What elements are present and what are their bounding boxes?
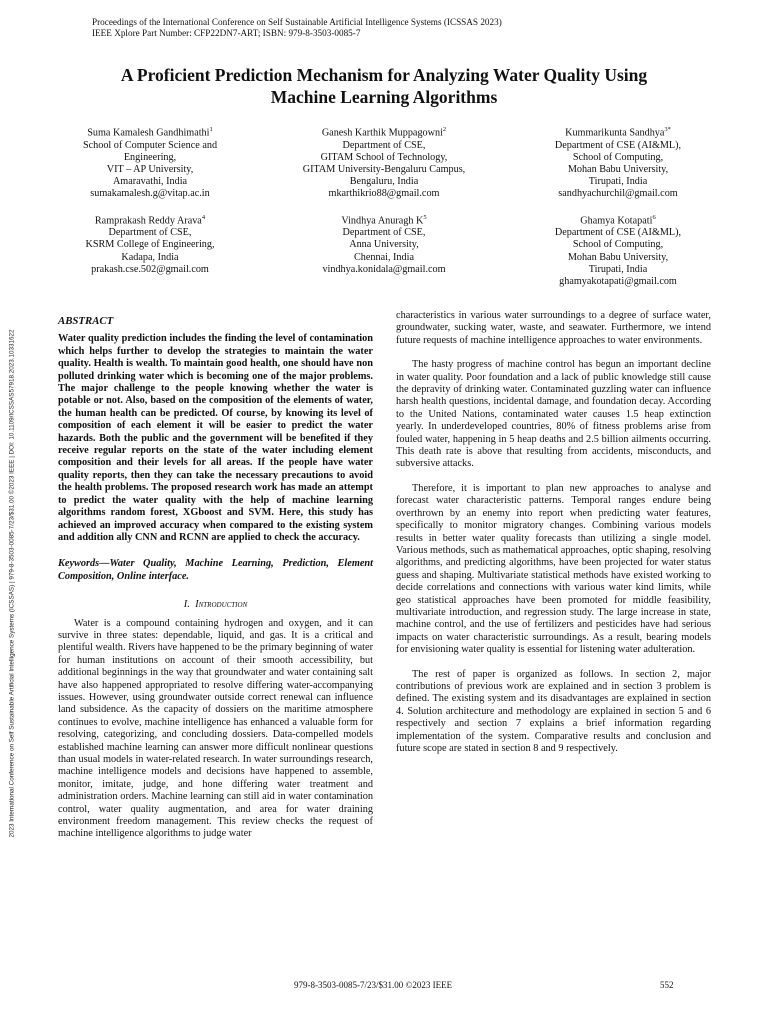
author-sup: 4 — [201, 213, 206, 221]
body-paragraph: Therefore, it is important to plan new approaches to analyse and forecast water characteristic patterns. Temporal ranges endure being overthrown by an enemy into report when predicting water features, specifically to monitor migratory changes. Combining various models results in better water quality forecasts than utilizing a single model. Various methods, such as mathematical approaches, optic shaping, resolving algorithms, and predicting algorithms, have been projected for water status guess and shaping. Multivariate statistical methods have existed working to decide correlations and connections with various water kind limits, while geo statistical approaches have been promoted for middle feasibility, multivariate introduction, and regression study. The large increase in state, machine control, and the use of fertilizers and pesticides have had serious impacts on water characteristic surroundings. As a result, bearing models for envisioning water quality is essential for listening water adulteration. — [396, 482, 711, 656]
author-3 — [508, 124, 728, 201]
author-sup: 1 — [209, 126, 213, 133]
left-column — [58, 310, 373, 841]
author-affiliation: Department of CSE (AI&ML), — [554, 139, 682, 151]
author-5 — [274, 212, 494, 289]
section-heading-introduction — [58, 599, 373, 611]
author-email: sumakamalesh.g@vitap.ac.in — [90, 188, 210, 200]
page-number: 552 — [660, 980, 674, 990]
author-affiliation: Department of CSE, — [342, 139, 426, 151]
author-sup: 3* — [664, 126, 671, 133]
author-affiliation: Department of CSE, — [108, 227, 192, 239]
keywords: Keywords—Water Quality, Machine Learning, Prediction, Element Composition, Online interface. — [58, 558, 373, 582]
author-affiliation: Engineering, — [123, 151, 177, 163]
author-email: sandhyachurchil@gmail.com — [558, 188, 678, 200]
title-line-1: A Proficient Prediction Mechanism for Analyzing Water Quality Using — [120, 65, 648, 85]
body-paragraph: The rest of paper is organized as follows. In section 2, major contributions of previous work are explained and in section 3 problem is defined. The existing system and its disadvantages are explained in section 4. Solution architecture and methodology are explained in section 5 and 6 respectively and section 7 explains a brief information regarding implementation of the system. Comparative results and conclusion and future scope are stated in section 8 and 9 respectively. — [396, 668, 711, 754]
author-affiliation: Bengaluru, India — [349, 176, 419, 188]
author-affiliation: VIT – AP University, — [106, 164, 194, 175]
author-email: prakash.cse.502@gmail.com — [91, 263, 209, 275]
author-affiliation: Department of CSE (AI&ML), — [554, 227, 682, 239]
author-email: mkarthikrio88@gmail.com — [328, 188, 440, 200]
author-name: Suma Kamalesh Gandhimathi — [87, 127, 210, 139]
author-name: Ramprakash Reddy Arava — [94, 215, 202, 226]
author-affiliation: Tirupati, India — [588, 263, 648, 275]
author-row-2 — [40, 212, 728, 289]
section-number: I. — [183, 599, 190, 611]
author-row-1 — [40, 124, 728, 201]
doi-text: 2023 International Conference on Self Sustainable Artificial Intelligence Systems (ICSSAS) | 979-8-3503-0085-7/23/$31.00 ©2023 IEEE | DOI: 10.1109/ICSSAS57918.2023.10331622 — [8, 329, 16, 838]
author-affiliation: GITAM University-Bengaluru Campus, — [302, 164, 466, 175]
proceedings-line-2: IEEE Xplore Part Number: CFP22DN7-ART; ISBN: 979-8-3503-0085-7 — [92, 28, 361, 38]
body-paragraph: characteristics in various water surroundings to a degree of surface water, groundwater, sucking water, waste, and seawater. Furthermore, we intend future requests of machine intelligence approaches to water environments. — [396, 310, 711, 346]
author-affiliation: Department of CSE, — [342, 227, 426, 239]
author-sup: 5 — [423, 213, 427, 221]
author-4 — [40, 212, 260, 289]
abstract-heading: ABSTRACT — [58, 315, 114, 327]
abstract-body: Water quality prediction includes the finding the level of contamination which helps further to develop the strategies to maintain the water quality. Health is wealth. To maintain good health, one should have non polluted drinking water which is becoming one of the major problems. The major challenge to the people knowing whether the water is potable or not. Also, based on the composition of the elements of water, the human health can be predicted. Of course, by knowing its level of composition of each element it will be easier to predict the water hazards. Both the public and the government will be benefited if they receive regular reports on the state of the water including element composition and their levels for all areas. If the people have water quality reports, then they can take the necessary precautions to avoid the health problems. The proposed research work has made an attempt to predict the water quality with the help of machine learning algorithms random forest, XGboost and SVM. Here, this study has achieved an improved accuracy when compared to the existing system and addition ally CNN and RCNN are applied to check the accuracy. — [58, 333, 373, 543]
author-affiliation: GITAM School of Technology, — [320, 151, 448, 163]
author-affiliation: Amaravathi, India — [112, 176, 188, 188]
author-email: vindhya.konidala@gmail.com — [322, 263, 446, 275]
author-name: Kummarikunta Sandhya — [565, 127, 665, 139]
section-title: Introduction — [195, 599, 248, 611]
author-affiliation: Mohan Babu University, — [567, 251, 669, 263]
author-affiliation: Kadapa, India — [121, 251, 179, 263]
author-affiliation: Anna University, — [349, 239, 419, 251]
author-affiliation: Tirupati, India — [588, 176, 648, 188]
sidebar-doi — [2, 230, 18, 950]
body-paragraph: The hasty progress of machine control has begun an important decline in water quality. Poor foundation and a lack of public knowledge still cause the depravity of drinking water. Contaminated guzzling water can influence harsh health questions, incidental damage, and foundation decay. According to the United Nations, contaminated water causes 1.5 heap extinction yearly. In underdeveloped countries, 80% of fitness problems arise from fouled water, happening in 5 heap deaths and 2.5 billion ailments occurring. This death rate is above that resulting from accidents, misconducts, and subversive attacks. — [396, 359, 711, 470]
author-affiliation: School of Computer Science and — [82, 139, 218, 151]
title-line-2: Machine Learning Algorithms — [270, 87, 498, 107]
author-name: Vindhya Anuragh K — [341, 215, 424, 226]
author-sup: 6 — [652, 213, 656, 221]
author-affiliation: Chennai, India — [354, 251, 414, 263]
paper-title — [40, 64, 728, 108]
proceedings-line-1: Proceedings of the International Conference on Self Sustainable Artificial Intelligence Systems (ICSSAS 2023) — [92, 17, 502, 27]
author-affiliation: Mohan Babu University, — [567, 164, 669, 175]
author-name: Ghamya Kotapati — [580, 215, 653, 226]
author-6 — [508, 212, 728, 289]
author-name: Ganesh Karthik Muppagowni — [321, 127, 443, 139]
author-affiliation: School of Computing, — [572, 151, 664, 163]
right-column — [396, 310, 711, 755]
author-2 — [274, 124, 494, 201]
author-1 — [40, 124, 260, 201]
intro-paragraph: Water is a compound containing hydrogen and oxygen, and it can survive in three states: dependable, liquid, and gas. It is a critical and plentiful wealth. Rivers have happened to be the primary beginning of water for human institutions on account of their smooth accessibility, but additional beginnings in the way that groundwater and water containing salt have also happened appropriated to resolve differing water-accompanying issues. However, using groundwater outside correct renewal can influence land subsidence. As the capacity of dossiers on the maritime atmosphere continues to evolve, machine intelligence has enhanced a valuable form for resolving, categorizing, and concluding dossiers. Data-compelled models established machine learning can answer more difficult nonlinear questions than usual models in water-related research. In water surroundings research, machine intelligence models and decisions have happened to assemble, monitor, imitate, judge, and hone differing water treatment and administration orders. Machine learning can still aid in water contamination control, water quality augmentation, and area for water draining environment freedom management. This review checks the request of machine intelligence algorithms to judge water — [58, 617, 373, 840]
author-affiliation: School of Computing, — [572, 239, 664, 251]
footer-copyright: 979-8-3503-0085-7/23/$31.00 ©2023 IEEE — [294, 980, 453, 990]
author-affiliation: KSRM College of Engineering, — [85, 239, 215, 251]
proceedings-header — [92, 17, 502, 39]
author-block — [40, 124, 728, 299]
author-sup: 2 — [442, 126, 447, 133]
author-email: ghamyakotapati@gmail.com — [559, 276, 677, 288]
